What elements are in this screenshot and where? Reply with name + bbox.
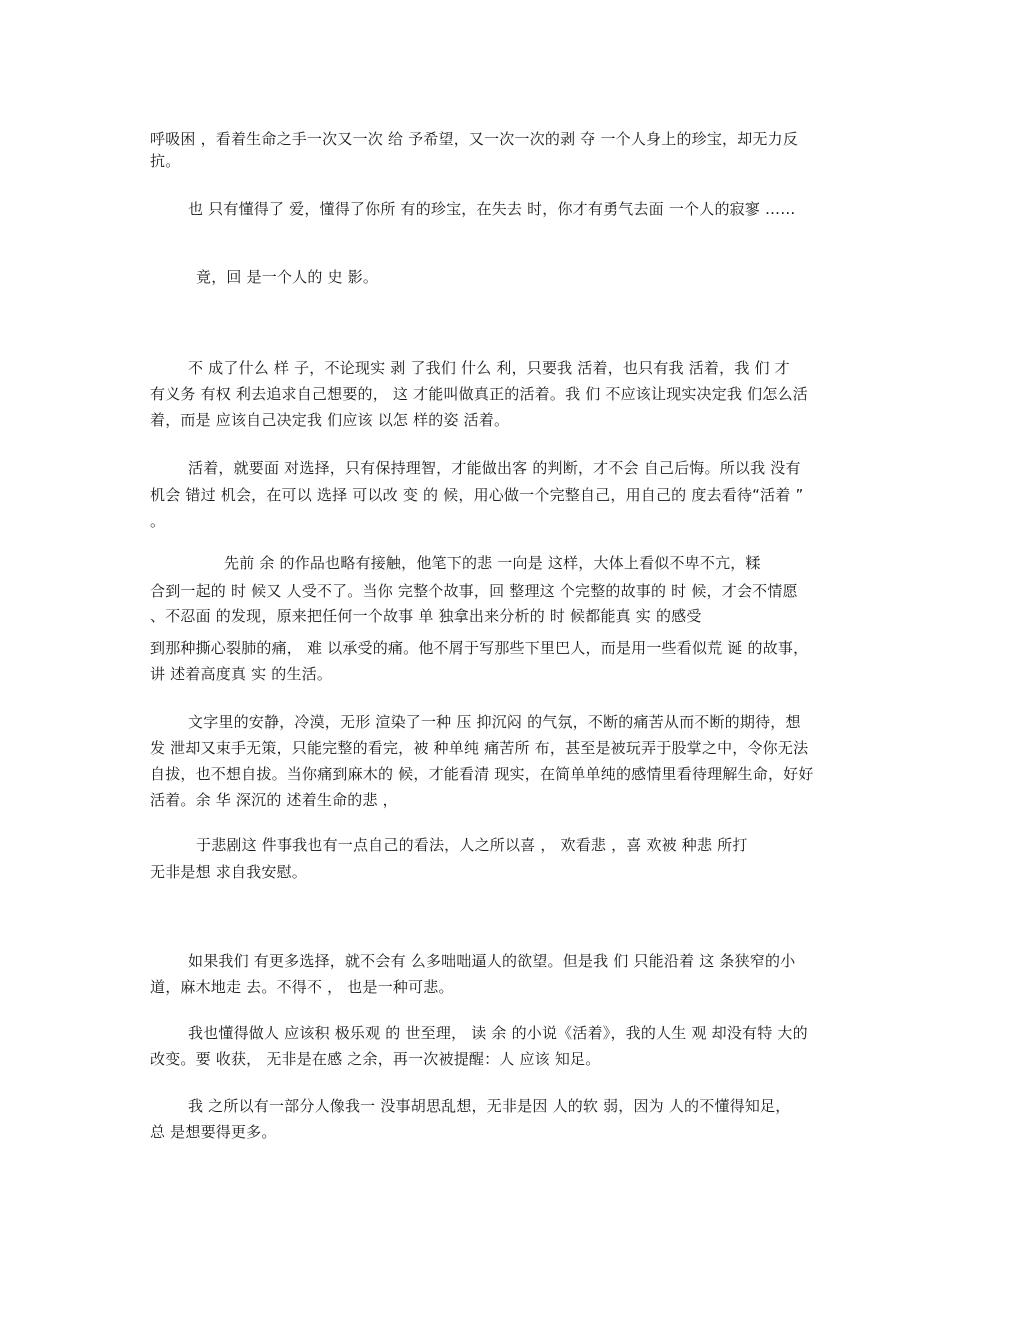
- text-line: 竟，回 是一个人的 史 影。: [196, 268, 379, 286]
- text-line: 也 只有懂得了 爱，懂得了你所 有的珍宝，在失去 时，你才有勇气去面 一个人的寂寥 ……: [188, 200, 796, 218]
- text-line: 文字里的安静，冷漠，无形 渲染了一种 压 抑沉闷 的气氛，不断的痛苦从而不断的期待，想: [188, 713, 801, 731]
- text-line: 讲 述着高度真 实 的生活。: [150, 665, 333, 683]
- text-line: 先前 余 的作品也略有接触，他笔下的悲 一向是 这样，大体上看似不卑不亢，糅: [224, 554, 761, 572]
- text-line: 我也懂得做人 应该积 极乐观 的 世至理， 读 余 的小说《活着》，我的人生 观 却没有特 大的: [188, 1024, 808, 1042]
- text-line: 自拔，也不想自拔。当你痛到麻木的 候，才能看清 现实，在简单单纯的感情里看待理解生命，好好: [150, 765, 814, 783]
- text-line: 我 之所以有一部分人像我一 没事胡思乱想，无非是因 人的软 弱，因为 人的不懂得知足，: [188, 1097, 791, 1115]
- text-line: 改变。要 收获， 无非是在感 之余，再一次被提醒：人 应该 知足。: [150, 1050, 601, 1068]
- text-line: 总 是想要得更多。: [150, 1123, 277, 1141]
- text-line: 有义务 有权 利去追求自己想要的， 这 才能叫做真正的活着。我 们 不应该让现实决定我 们怎么活: [150, 385, 808, 403]
- text-line: 活着，就要面 对选择，只有保持理智，才能做出客 的判断，才不会 自己后悔。所以我 没有: [188, 459, 801, 477]
- text-line: 道，麻木地走 去。不得不 ， 也是一种可悲。: [150, 978, 454, 996]
- text-line: 于悲剧这 件事我也有一点自己的看法，人之所以喜 ， 欢看悲 ，喜 欢被 种悲 所打: [196, 836, 748, 854]
- text-line: 不 成了什么 样 子，不论现实 剥 了我们 什么 利，只要我 活着，也只有我 活着，我 们 才: [188, 359, 790, 377]
- text-line: 、不忍面 的发现，原来把任何一个故事 单 独拿出来分析的 时 候都能真 实 的感受: [150, 607, 702, 625]
- text-line: 合到一起的 时 候又 人受不了。当你 完整个故事，回 整理这 个完整的故事的 时 候，才会不情愿: [150, 582, 798, 600]
- text-line: 无非是想 求自我安慰。: [150, 863, 307, 881]
- text-line: 到那种撕心裂肺的痛， 难 以承受的痛。他不屑于写那些下里巴人，而是用一些看似荒 诞 的故事，: [150, 639, 809, 657]
- text-line: 抗。: [150, 152, 181, 170]
- text-line: 发 泄却又束手无策，只能完整的看完，被 种单纯 痛苦所 布，甚至是被玩弄于股掌之中，令你无法: [150, 739, 809, 757]
- text-line: 机会 错过 机会，在可以 选择 可以改 变 的 候，用心做一个完整自己，用自己的 度去看待“活着 ”: [150, 486, 804, 504]
- text-line: 呼吸困 ，看着生命之手一次又一次 给 予希望，又一次一次的剥 夺 一个人身上的珍宝，却无力反: [150, 130, 799, 148]
- text-line: 。: [150, 512, 166, 530]
- text-line: 活着。余 华 深沉的 述着生命的悲 ，: [150, 791, 398, 809]
- text-line: 着，而是 应该自己决定我 们应该 以怎 样的姿 活着。: [150, 411, 510, 429]
- text-line: 如果我们 有更多选择，就不会有 么多咄咄逼人的欲望。但是我 们 只能沿着 这 条狭窄的小: [188, 952, 796, 970]
